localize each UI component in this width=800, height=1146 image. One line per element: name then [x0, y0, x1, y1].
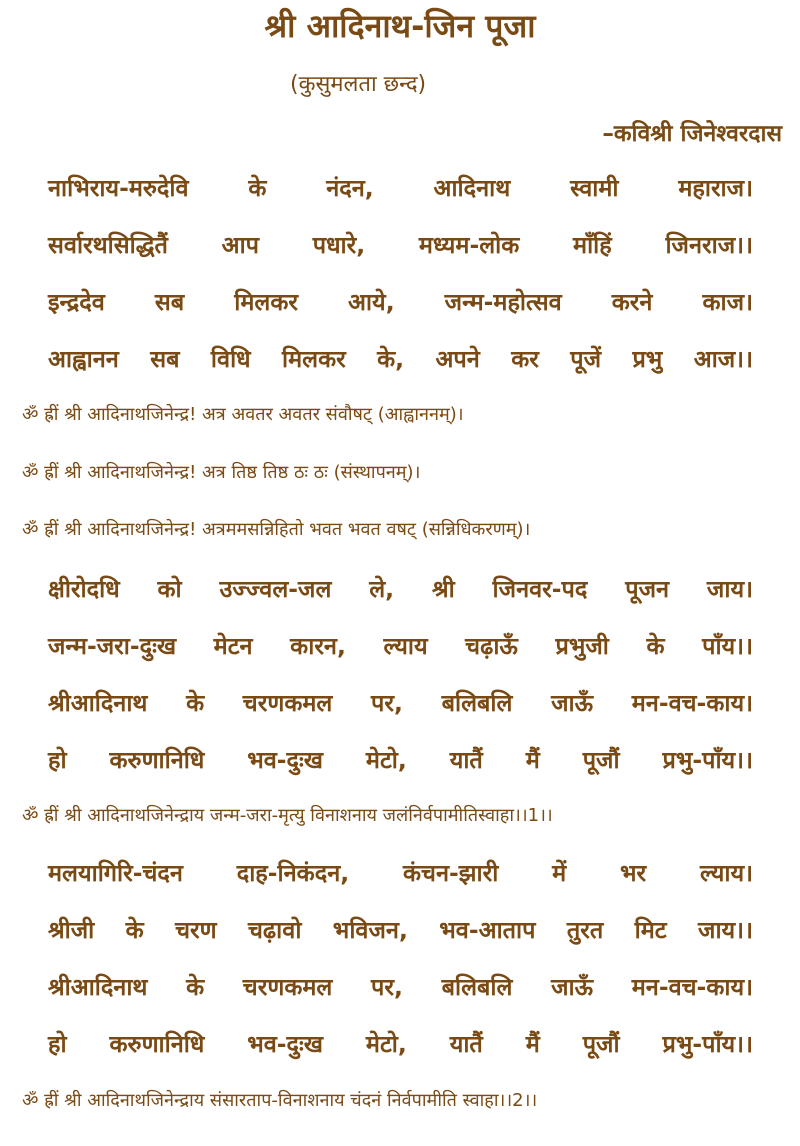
- verse-line: नाभिराय-मरुदेवि के नंदन, आदिनाथ स्वामी महाराज।: [48, 174, 753, 202]
- mantra-line: ॐ ह्रीं श्री आदिनाथजिनेन्द्र! अत्र तिष्ठ तिष्ठ ठः ठः (संस्थापनम्)।: [22, 462, 421, 483]
- verse-line: हो करुणानिधि भव-दुःख मेटो, यातैं मैं पूजौं प्रभु-पाँय।।: [48, 746, 753, 774]
- verse-line: श्रीआदिनाथ के चरणकमल पर, बलिबलि जाऊँ मन-वच-काय।: [48, 689, 753, 717]
- mantra-line: ॐ ह्रीं श्री आदिनाथजिनेन्द्राय संसारताप-विनाशनाय चंदनं निर्वपामीति स्वाहा।।2।।: [22, 1090, 538, 1111]
- verse-line: मलयागिरि-चंदन दाह-निकंदन, कंचन-झारी में भर ल्याय।: [48, 859, 753, 887]
- page-title: श्री आदिनाथ-जिन पूजा: [264, 7, 536, 45]
- mantra-line: ॐ ह्रीं श्री आदिनाथजिनेन्द्राय जन्म-जरा-मृत्यु विनाशनाय जलंनिर्वपामीतिस्वाहा।।1।।: [22, 805, 553, 826]
- mantra-line: ॐ ह्रीं श्री आदिनाथजिनेन्द्र! अत्र अवतर अवतर संवौषट् (आह्वाननम्)।: [22, 404, 464, 425]
- verse-line: हो करुणानिधि भव-दुःख मेटो, यातैं मैं पूजौं प्रभु-पाँय।।: [48, 1030, 753, 1058]
- author-credit: –कविश्री जिनेश्वरदास: [602, 121, 782, 147]
- verse-line: आह्वानन सब विधि मिलकर के, अपने कर पूजें प्रभु आज।।: [48, 345, 753, 373]
- verse-line: श्रीजी के चरण चढ़ावो भविजन, भव-आताप तुरत मिट जाय।।: [48, 916, 753, 944]
- chhand-subtitle: (कुसुमलता छन्द): [290, 72, 427, 97]
- verse-line: जन्म-जरा-दुःख मेटन कारन, ल्याय चढ़ाऊँ प्रभुजी के पाँय।।: [48, 632, 753, 660]
- verse-line: श्रीआदिनाथ के चरणकमल पर, बलिबलि जाऊँ मन-वच-काय।: [48, 973, 753, 1001]
- mantra-line: ॐ ह्रीं श्री आदिनाथजिनेन्द्र! अत्रममसन्निहितो भवत भवत वषट् (सन्निधिकरणम्)।: [22, 519, 531, 540]
- verse-line: इन्द्रदेव सब मिलकर आये, जन्म-महोत्सव करने काज।: [48, 288, 753, 316]
- verse-line: क्षीरोदधि को उज्ज्वल-जल ले, श्री जिनवर-पद पूजन जाय।: [48, 575, 753, 603]
- verse-line: सर्वारथसिद्धितैं आप पधारे, मध्यम-लोक माँहिं जिनराज।।: [48, 231, 753, 259]
